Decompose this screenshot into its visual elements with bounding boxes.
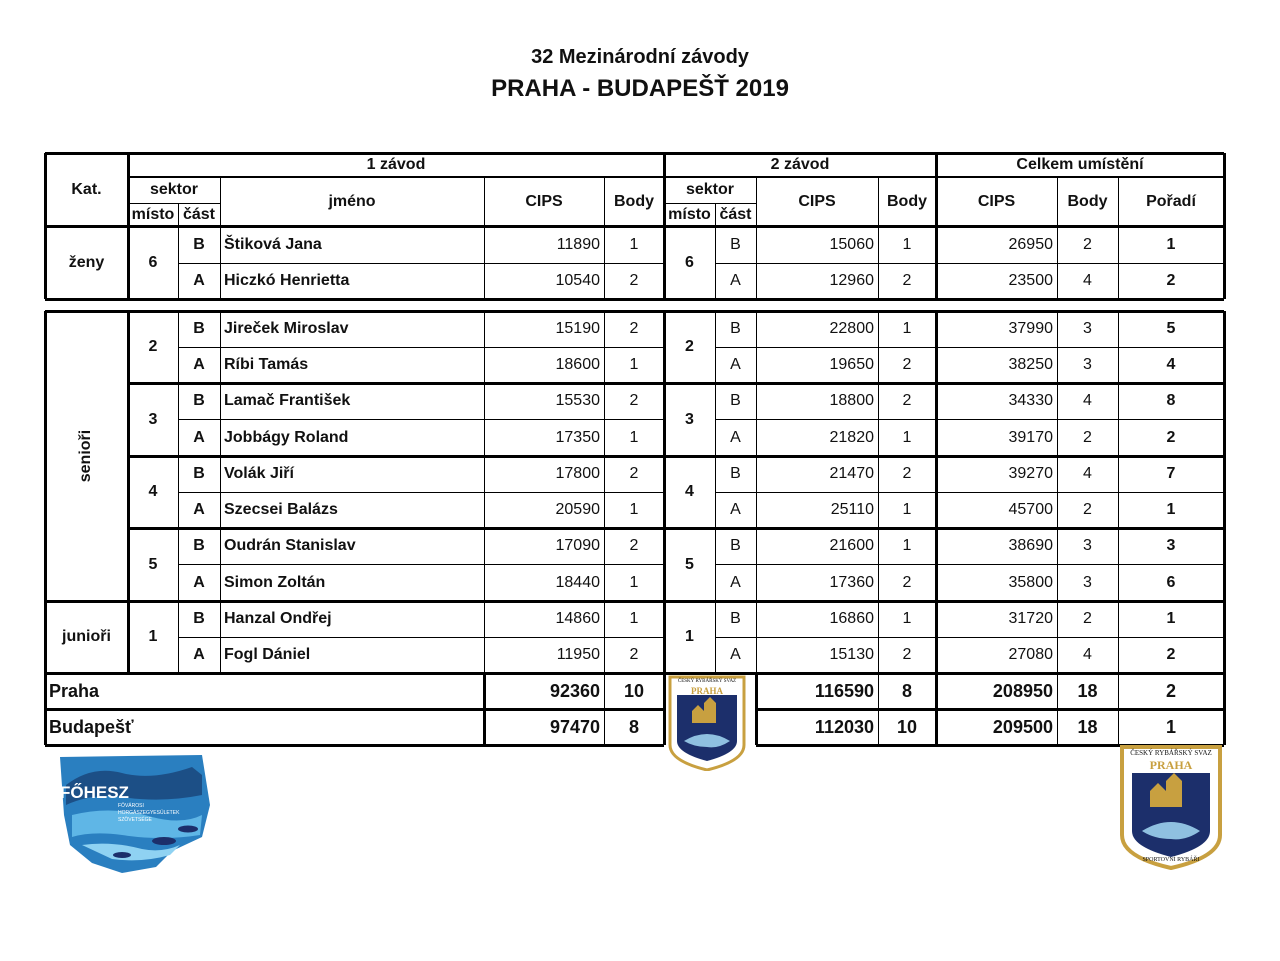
grid-line [604,673,605,745]
category-seniori-label: senioři [77,429,95,483]
row-body-total: 3 [1083,573,1092,591]
row-name: Szecsei Balázs [224,501,338,518]
total-body-overall: 18 [1077,680,1098,701]
row-cast-1: B [193,537,205,554]
row-rank: 1 [1166,610,1176,627]
row-cips-total: 39270 [1008,465,1053,482]
header-misto-2: místo [668,205,711,223]
grid-line [45,600,1224,603]
row-rank: 2 [1166,646,1176,663]
row-body-1: 1 [629,501,639,518]
grid-line [663,673,666,745]
row-cast-2: A [730,356,741,373]
grid-line [178,637,664,638]
row-name: Lamač František [224,392,351,409]
row-cips-total: 34330 [1008,392,1053,409]
row-cips-total: 35800 [1008,573,1053,591]
row-cips-total: 27080 [1008,646,1053,663]
row-rank: 6 [1166,573,1176,591]
row-rank: 1 [1166,501,1176,518]
grid-line [44,153,47,226]
row-cast-2: B [730,465,741,482]
row-body-2: 2 [902,356,912,373]
row-body-1: 1 [629,428,639,446]
grid-line [128,455,1224,458]
row-rank: 1 [1166,235,1176,253]
header-misto-1: místo [131,205,175,223]
total-body-1: 10 [623,680,645,701]
row-misto-2: 5 [685,555,694,573]
row-cips-1: 18440 [555,573,600,591]
row-cips-2: 22800 [829,320,874,337]
praha-large-top: ČESKÝ RYBÁŘSKÝ SVAZ [1130,749,1212,757]
header-sektor-1: sektor [149,181,199,198]
total-body-overall: 18 [1077,716,1098,737]
total-rank: 2 [1165,680,1176,701]
row-cast-2: A [730,573,741,591]
total-cips-overall: 209500 [992,716,1053,737]
grid-line [45,152,1224,155]
row-body-total: 4 [1083,272,1092,289]
row-cast-2: B [730,537,741,554]
row-cast-1: A [193,573,205,591]
grid-line [1223,673,1226,745]
total-body-2: 10 [896,716,918,737]
row-rank: 4 [1166,356,1176,373]
grid-line [178,419,664,420]
row-cast-1: A [193,646,205,663]
row-misto-1: 2 [148,338,158,355]
row-body-total: 2 [1083,428,1092,446]
row-misto-2: 4 [685,483,694,500]
row-cips-2: 15130 [829,646,874,663]
row-misto-2: 6 [685,253,694,271]
grid-line [128,203,220,204]
grid-line [664,203,756,204]
row-cips-1: 15530 [555,392,600,409]
grid-line [935,153,938,226]
grid-line [715,637,1224,638]
grid-line [1118,673,1119,745]
header-overall: Celkem umístění [1016,156,1144,173]
total-cips-1: 92360 [549,680,600,701]
grid-line [127,226,130,299]
row-body-total: 3 [1083,320,1092,337]
header-cast-1: část [182,205,216,223]
row-body-1: 2 [629,320,639,337]
row-cast-1: A [193,428,205,446]
row-rank: 2 [1166,272,1176,289]
row-body-2: 2 [902,392,912,409]
header-cips-1: CIPS [525,192,563,210]
row-cips-2: 12960 [829,272,874,289]
grid-line [878,177,879,226]
row-cast-2: A [730,501,741,518]
row-cast-2: B [730,610,741,627]
fohesz-logo [52,745,212,880]
row-body-2: 2 [902,573,912,591]
grid-line [178,347,664,348]
praha-large-bottom: SPORTOVNÍ RYBÁŘI [1142,857,1200,863]
grid-line [756,708,1224,711]
row-body-total: 3 [1083,356,1092,373]
row-body-total: 2 [1083,610,1092,627]
total-cips-overall: 208950 [992,680,1053,701]
row-cips-1: 17800 [555,465,600,482]
row-misto-2: 2 [685,338,694,355]
row-name: Štiková Jana [224,235,322,253]
row-body-2: 1 [902,501,912,518]
row-cips-total: 39170 [1008,428,1053,446]
row-cips-total: 38690 [1008,537,1053,554]
grid-line [484,177,485,226]
row-body-total: 4 [1083,646,1092,663]
header-race2: 2 závod [770,156,830,173]
row-name: Simon Zoltán [224,573,326,591]
header-sektor-2: sektor [685,181,735,198]
grid-line [715,564,1224,565]
row-misto-2: 3 [685,410,694,428]
grid-line [45,225,1224,228]
total-cips-2: 112030 [814,716,874,737]
grid-line [128,382,1224,385]
page-subtitle: 32 Mezinárodní závody [531,46,749,68]
row-cips-2: 15060 [829,235,874,253]
grid-line [220,177,221,226]
grid-line [1057,673,1058,745]
row-name: Jireček Miroslav [224,320,349,337]
row-cips-1: 15190 [555,320,600,337]
row-cips-2: 19650 [829,356,874,373]
row-cast-1: A [193,501,205,518]
grid-line [935,673,938,745]
row-cips-total: 37990 [1008,320,1053,337]
row-name: Hanzal Ondřej [224,610,332,627]
row-body-total: 4 [1083,465,1092,482]
category-juniori: junioři [62,628,111,645]
row-cips-2: 18800 [829,392,874,409]
grid-line [483,673,486,745]
grid-line [715,419,1224,420]
row-body-1: 1 [629,610,639,627]
header-jmeno: jméno [328,192,376,210]
grid-line [663,153,666,226]
row-cast-1: B [193,320,205,337]
header-cips-2: CIPS [798,192,836,210]
row-name: Volák Jiří [224,465,294,482]
grid-line [178,203,179,226]
total-body-2: 8 [901,680,912,701]
row-cips-1: 17350 [555,428,600,446]
header-race1: 1 závod [366,156,426,173]
grid-line [178,564,664,565]
row-misto-1: 3 [148,410,158,428]
grid-line [715,347,1224,348]
row-body-2: 2 [902,465,912,482]
category-zeny: ženy [68,253,105,271]
row-misto-1: 4 [148,483,158,500]
grid-line [178,263,664,264]
page-title: PRAHA - BUDAPEŠŤ 2019 [491,75,789,102]
row-cips-2: 21600 [829,537,874,554]
grid-line [44,673,47,745]
row-name: Ríbi Tamás [224,356,309,373]
row-body-2: 2 [902,646,912,663]
row-body-2: 1 [902,610,912,627]
total-cips-2: 116590 [814,680,874,701]
total-body-1: 8 [628,716,639,737]
grid-line [756,177,757,226]
row-name: Hiczkó Henrietta [224,272,350,289]
row-rank: 7 [1166,465,1176,482]
row-cips-total: 45700 [1008,501,1053,518]
row-rank: 8 [1166,392,1176,409]
header-body-1: Body [614,192,654,210]
row-cast-1: B [193,465,205,482]
row-cips-total: 26950 [1008,235,1053,253]
row-cast-1: B [193,610,205,627]
row-cast-2: B [730,320,741,337]
row-body-1: 2 [629,465,639,482]
row-cips-1: 11890 [556,235,600,253]
header-cips-total: CIPS [977,192,1016,210]
row-body-1: 2 [629,272,639,289]
row-cast-1: A [193,272,205,289]
row-misto-2: 1 [685,628,694,645]
grid-line [44,226,47,299]
row-misto-1: 6 [148,253,158,271]
total-team-name: Budapešť [49,716,134,737]
row-body-1: 2 [629,537,639,554]
total-cips-1: 97470 [549,716,600,737]
row-body-1: 1 [629,573,639,591]
grid-line [715,263,1224,264]
row-cips-1: 14860 [555,610,600,627]
row-body-2: 1 [902,537,912,554]
row-cips-1: 20590 [555,501,600,518]
row-rank: 3 [1166,537,1176,554]
grid-line [128,176,1224,178]
row-name: Fogl Dániel [224,646,311,663]
praha-large-city: PRAHA [1149,758,1193,772]
row-body-2: 1 [902,235,912,253]
praha-small-top: ČESKÝ RYBÁŘSKÝ SVAZ [677,679,737,684]
grid-line [715,203,716,226]
fohesz-logo-name: FŐHESZ [60,783,129,802]
grid-line [45,310,1224,313]
header-kat: Kat. [71,180,102,198]
row-cips-1: 11950 [556,646,600,663]
row-body-1: 1 [629,356,639,373]
row-cast-1: B [193,392,205,409]
grid-line [604,177,605,226]
praha-logo-small [668,675,746,771]
fohesz-logo-subtitle: FŐVÁROSI HORGÁSZEGYESÜLETEK SZÖVETSÉGE [118,803,180,823]
header-poradi: Pořadí [1146,192,1196,210]
row-body-total: 4 [1083,392,1092,409]
row-cast-2: B [730,392,741,409]
grid-line [1057,177,1058,226]
row-misto-1: 1 [148,628,158,645]
grid-line [44,311,47,673]
row-misto-1: 5 [148,555,158,573]
row-cast-1: A [193,356,205,373]
row-cips-1: 18600 [555,356,600,373]
row-cast-2: A [730,272,741,289]
row-cast-1: B [193,235,205,253]
row-name: Oudrán Stanislav [224,537,356,554]
row-cips-2: 16860 [829,610,874,627]
row-body-1: 1 [629,235,639,253]
row-body-1: 2 [629,646,639,663]
row-name: Jobbágy Roland [224,428,349,446]
row-cips-2: 25110 [830,501,874,518]
row-cast-2: B [730,235,741,253]
row-body-total: 2 [1083,235,1092,253]
row-rank: 2 [1166,428,1176,446]
category-seniori [45,311,128,601]
row-cips-total: 23500 [1008,272,1053,289]
grid-line [178,492,664,493]
grid-line [45,708,664,711]
row-cips-total: 38250 [1008,356,1053,373]
praha-logo-large [1120,745,1222,870]
row-cips-total: 31720 [1008,610,1053,627]
row-body-2: 1 [902,428,912,446]
grid-line [1223,153,1226,226]
grid-line [128,527,1224,530]
row-rank: 5 [1166,320,1176,337]
row-body-total: 3 [1083,537,1092,554]
grid-line [45,298,1224,301]
row-cast-2: A [730,428,741,446]
header-body-2: Body [887,192,927,210]
row-cips-2: 21470 [829,465,874,482]
row-body-2: 1 [902,320,912,337]
row-cips-2: 17360 [829,573,874,591]
praha-small-city: PRAHA [691,686,723,696]
row-cips-1: 17090 [555,537,600,554]
row-body-2: 2 [902,272,912,289]
grid-line [715,492,1224,493]
row-cips-2: 21820 [829,428,874,446]
grid-line [127,311,130,673]
grid-line [878,673,879,745]
total-rank: 1 [1165,716,1176,737]
grid-line [1118,177,1119,226]
header-body-total: Body [1067,192,1108,210]
row-body-1: 2 [629,392,639,409]
row-body-total: 2 [1083,501,1092,518]
row-cips-1: 10540 [555,272,600,289]
grid-line [755,673,758,745]
grid-line [127,153,130,226]
total-team-name: Praha [49,680,100,701]
header-cast-2: část [719,205,752,223]
row-cast-2: A [730,646,741,663]
